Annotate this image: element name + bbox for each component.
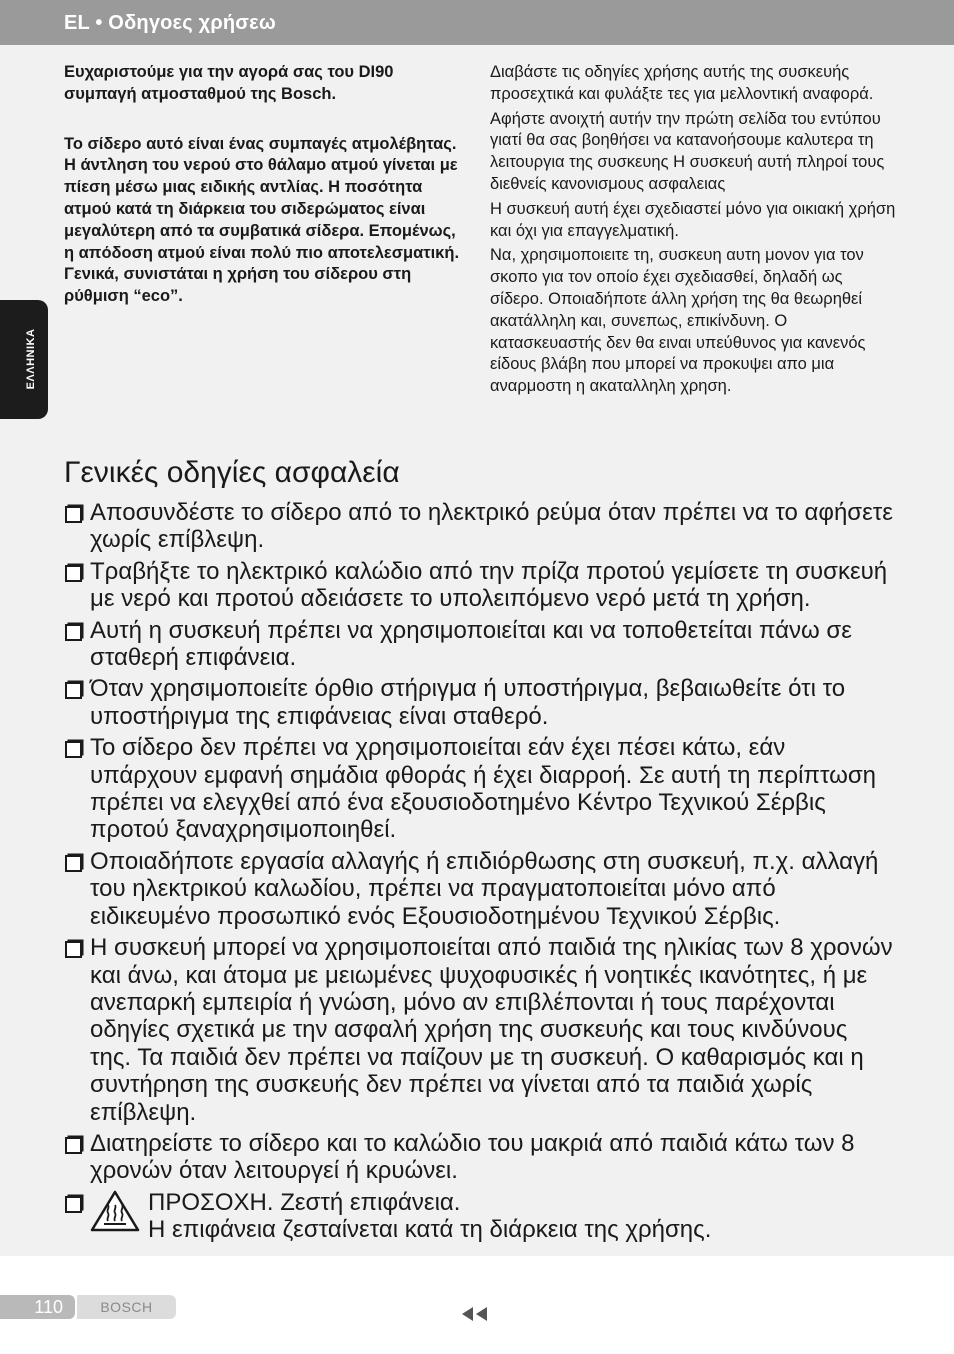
safety-item <box>64 499 894 554</box>
warning-line-1: ΠΡΟΣΟΧΗ. Ζεστή επιφάνεια. <box>148 1188 461 1216</box>
intro-right-paragraph: Αφήστε ανοιχτή αυτήν την πρώτη σελίδα του εντύπου γιατί θα σας βοηθήσει να κατανοήσουμε καλυτερα τη λειτουργια της συσκευης Η συσκευή αυτή πληροί τους διεθνείς κανονισμους ασφαλειας <box>490 109 885 193</box>
checkbox-icon <box>65 855 82 872</box>
safety-item-warning <box>64 1189 894 1244</box>
intro-right-column <box>490 62 900 398</box>
hot-surface-warning-icon <box>90 1189 140 1233</box>
safety-item <box>64 848 894 930</box>
intro-left-paragraph: Το σίδερο αυτό είναι ένας συμπαγές ατμολέβητας. Η άντληση του νερού στο θάλαμο ατμού γίνεται με πίεση μέσω μιας ειδικής αντλίας. Η ποσότητα ατμού κατά τη διάρκεια του σιδερώματος είναι μεγαλύτερη από τα συμβατικά σίδερα. Επομένως, η απόδοση ατμού είναι πολύ πιο αποτελεσματική. Γενικά, συνιστάται η χρήση του σίδερου στη ρύθμιση “eco”. <box>64 134 460 306</box>
header-title: EL • Οδηγοες χρήσεω <box>64 12 276 34</box>
checkbox-icon <box>65 941 82 958</box>
language-side-tab <box>0 300 48 419</box>
intro-left-paragraph: Ευχαριστούμε για την αγορά σας του DI90 συμπαγή ατμοσταθμού της Bosch. <box>64 63 394 103</box>
checkbox-icon <box>65 565 82 582</box>
safety-item-text: Αποσυνδέστε το σίδερο από το ηλεκτρικό ρεύμα όταν πρέπει να το αφήσετε χωρίς επίβλεψη. <box>90 499 893 554</box>
intro-right-paragraph: Η συσκευή αυτή έχει σχεδιαστεί μόνο για οικιακή χρήση και όχι για επαγγελματική. <box>490 199 896 240</box>
safety-item <box>64 675 894 730</box>
safety-item <box>64 558 894 613</box>
safety-item <box>64 934 894 1126</box>
brand-label: BOSCH <box>77 1295 176 1319</box>
safety-item-text: Διατηρείστε το σίδερο και το καλώδιο του μακριά από παιδιά κάτω των 8 χρονών όταν λειτουργεί ή κρυώνει. <box>90 1129 855 1185</box>
intro-left-column <box>64 62 464 308</box>
safety-item-text: Τραβήξτε το ηλεκτρικό καλώδιο από την πρίζα προτού γεμίσετε τη συσκευή με νερό και προτού αδειάσετε το υπολειπόμενο νερό μετά τη χρήση. <box>90 557 888 613</box>
intro-right-paragraph: Να, χρησιμοποιειτε τη, συσκευη αυτη μονον για τον σκοπο για τον οποίο έχει σχεδιασθεί, δηλαδή ως σίδερο. Οποιαδήποτε άλλη χρήση της θα θεωρηθεί ακατάλληλη και, συνεπως, επικίνδυνη. Ο κατασκευαστής δεν θα ειναι υπεύθυνος για κανενός είδους βλάβη που μπορεί να προκυψει απο μια αναρμοστη η ακαταλληλη χρηση. <box>490 246 866 396</box>
checkbox-icon <box>65 682 82 699</box>
checkbox-icon <box>65 1137 82 1154</box>
safety-item <box>64 617 894 672</box>
safety-item-text: Αυτή η συσκευή πρέπει να χρησιμοποιείται και να τοποθετείται πάνω σε σταθερή επιφάνεια. <box>90 616 852 672</box>
warning-row <box>90 1189 894 1244</box>
safety-item-text: Η συσκευή μπορεί να χρησιμοποιείται από παιδιά της ηλικίας των 8 χρονών και άνω, και άτομα με μειωμένες ψυχοφυσικές ή νοητικές ικανότητες, ή με ανεπαρκή εμπειρία ή γνώση, μόνο αν επιβλέπονται ή τους παρέχονται οδηγίες σχετικά με την ασφαλή χρήση της συσκευής και τους κινδύνους της. Τα παιδιά δεν πρέπει να παίζουν με τη συσκευή. Ο καθαρισμός και η συντήρηση της συσκευής δεν πρέπει να γίνεται από τα παιδιά χωρίς επίβλεψη. <box>90 934 893 1126</box>
side-tab-label: ΕΛΛΗΝΙΚΑ <box>25 328 37 390</box>
safety-item <box>64 1130 894 1185</box>
checkbox-icon <box>65 1196 82 1213</box>
safety-item <box>64 734 894 844</box>
double-left-arrow-icon[interactable] <box>462 1306 490 1322</box>
checkbox-icon <box>65 506 82 523</box>
page-header <box>0 0 954 45</box>
page-number: 110 <box>0 1295 75 1319</box>
safety-item-text: Όταν χρησιμοποιείτε όρθιο στήριγμα ή υποστήριγμα, βεβαιωθείτε ότι το υποστήριγμα της επιφάνειας είναι σταθερό. <box>90 675 846 730</box>
intro-right-paragraph: Διαβάστε τις οδηγίες χρήσης αυτής της συσκευής προσεχτικά και φυλάξτε τες για μελλοντική αναφορά. <box>490 63 874 103</box>
safety-section-title: Γενικές οδηγίες ασφαλεία <box>64 456 400 489</box>
safety-list <box>64 499 894 1248</box>
warning-text <box>148 1189 711 1244</box>
checkbox-icon <box>65 741 82 758</box>
safety-item-text: Οποιαδήποτε εργασία αλλαγής ή επιδιόρθωσης στη συσκευή, π.χ. αλλαγή του ηλεκτρικού καλωδίου, πρέπει να πραγματοποιείται μόνο από ειδικευμένο προσωπικό ενός Εξουσιοδοτημένου Τεχνικού Σέρβις. <box>90 847 879 930</box>
warning-line-2: Η επιφάνεια ζεσταίνεται κατά τη διάρκεια της χρήσης. <box>148 1216 712 1244</box>
checkbox-icon <box>65 624 82 641</box>
safety-item-text: Το σίδερο δεν πρέπει να χρησιμοποιείται εάν έχει πέσει κάτω, εάν υπάρχουν εμφανή σημάδια φθοράς ή έχει διαρροή. Σε αυτή τη περίπτωση πρέπει να ελεγχθεί από ένα εξουσιοδοτημένο Κέντρο Τεχνικού Σέρβις προτού ξαναχρησιμοποιηθεί. <box>90 734 877 844</box>
